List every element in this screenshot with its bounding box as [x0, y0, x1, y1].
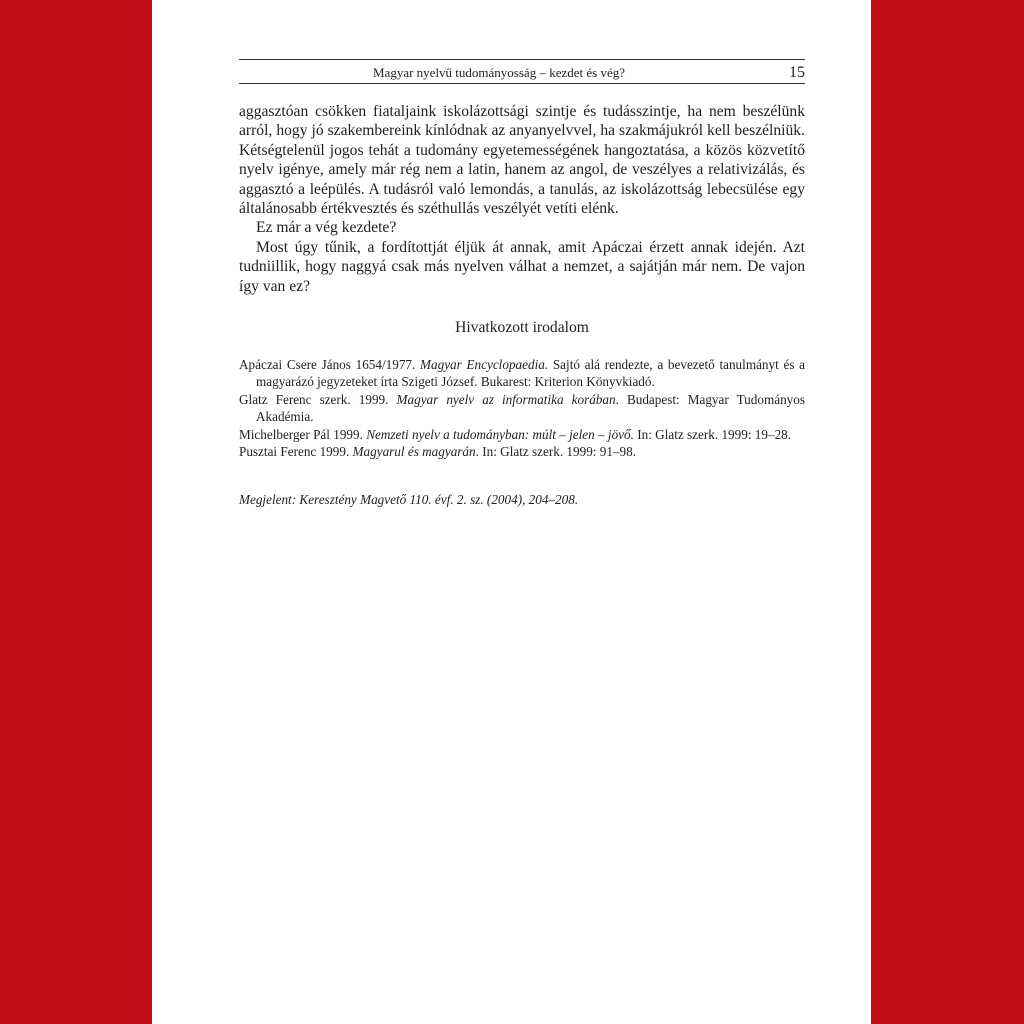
reference-details: In: Glatz szerk. 1999: 19–28. — [637, 426, 792, 442]
header-top-rule — [239, 59, 805, 60]
reference-item — [239, 443, 805, 460]
page-number: 15 — [789, 64, 805, 81]
document-page — [152, 0, 871, 1024]
references-heading: Hivatkozott irodalom — [455, 319, 589, 336]
header-bottom-rule — [239, 83, 805, 84]
reference-item — [239, 356, 805, 391]
paragraph: Most úgy tűnik, a fordítottját éljük át annak, amit Apáczai érzett annak idején. Azt tudniillik, hogy naggyá csak más nyelven válhat a nemzet, a sajátján már nem. De vajon így van ez? — [239, 238, 805, 295]
reference-title: Magyar nyelv az informatika korában — [396, 391, 616, 407]
reference-item — [239, 391, 805, 426]
reference-author: Michelberger Pál 1999. — [239, 426, 363, 442]
publication-note: Megjelent: Keresztény Magvető 110. évf. 2. sz. (2004), 204–208. — [239, 492, 579, 507]
reference-title: Magyarul és magyarán — [352, 444, 476, 460]
reference-author: Pusztai Ferenc 1999. — [239, 444, 350, 460]
reference-details: Sajtó alá rendezte, a bevezető tanulmányt és a magyarázó jegyzeteket írta Szigeti József. Bukarest: Kriterion Könyvkiadó. — [256, 357, 806, 390]
reference-author: Glatz Ferenc szerk. 1999. — [239, 391, 389, 407]
reference-title: Nemzeti nyelv a tudományban: múlt – jelen – jövő. — [366, 426, 634, 442]
references-list — [239, 356, 805, 460]
reference-details: . Budapest: Magyar Tudományos Akadémia. — [256, 391, 805, 425]
running-title: Magyar nyelvű tudományosság – kezdet és vég? — [373, 65, 625, 80]
reference-details: . In: Glatz szerk. 1999: 91–98. — [475, 444, 637, 460]
paragraph: aggasztóan csökken fiataljaink iskolázottsági szintje és tudásszintje, ha nem beszélünk arról, hogy jó szakembereink kínlódnak az anyanyelvvel, ha szakmájukról kell beszélniük. Kétségtelenül jogos tehát a tudomány egyetemességének hangoztatása, a közös közvetítő nyelv igénye, amely már rég nem a latin, hanem az angol, de veszélyes a relativizálás, és aggasztó a leépülés. A tudásról való lemondás, a tanulás, az iskolázottság lebecsülése egy általánosabb értékvesztés és széthullás veszélyét vetíti elénk. — [239, 103, 805, 218]
reference-title: Magyar Encyclopaedia. — [420, 357, 549, 372]
reference-author: Apáczai Csere János 1654/1977. — [239, 357, 416, 372]
reference-item — [239, 426, 805, 443]
paragraph: Ez már a vég kezdete? — [256, 219, 397, 237]
body-text — [239, 102, 805, 296]
running-header — [239, 64, 805, 82]
